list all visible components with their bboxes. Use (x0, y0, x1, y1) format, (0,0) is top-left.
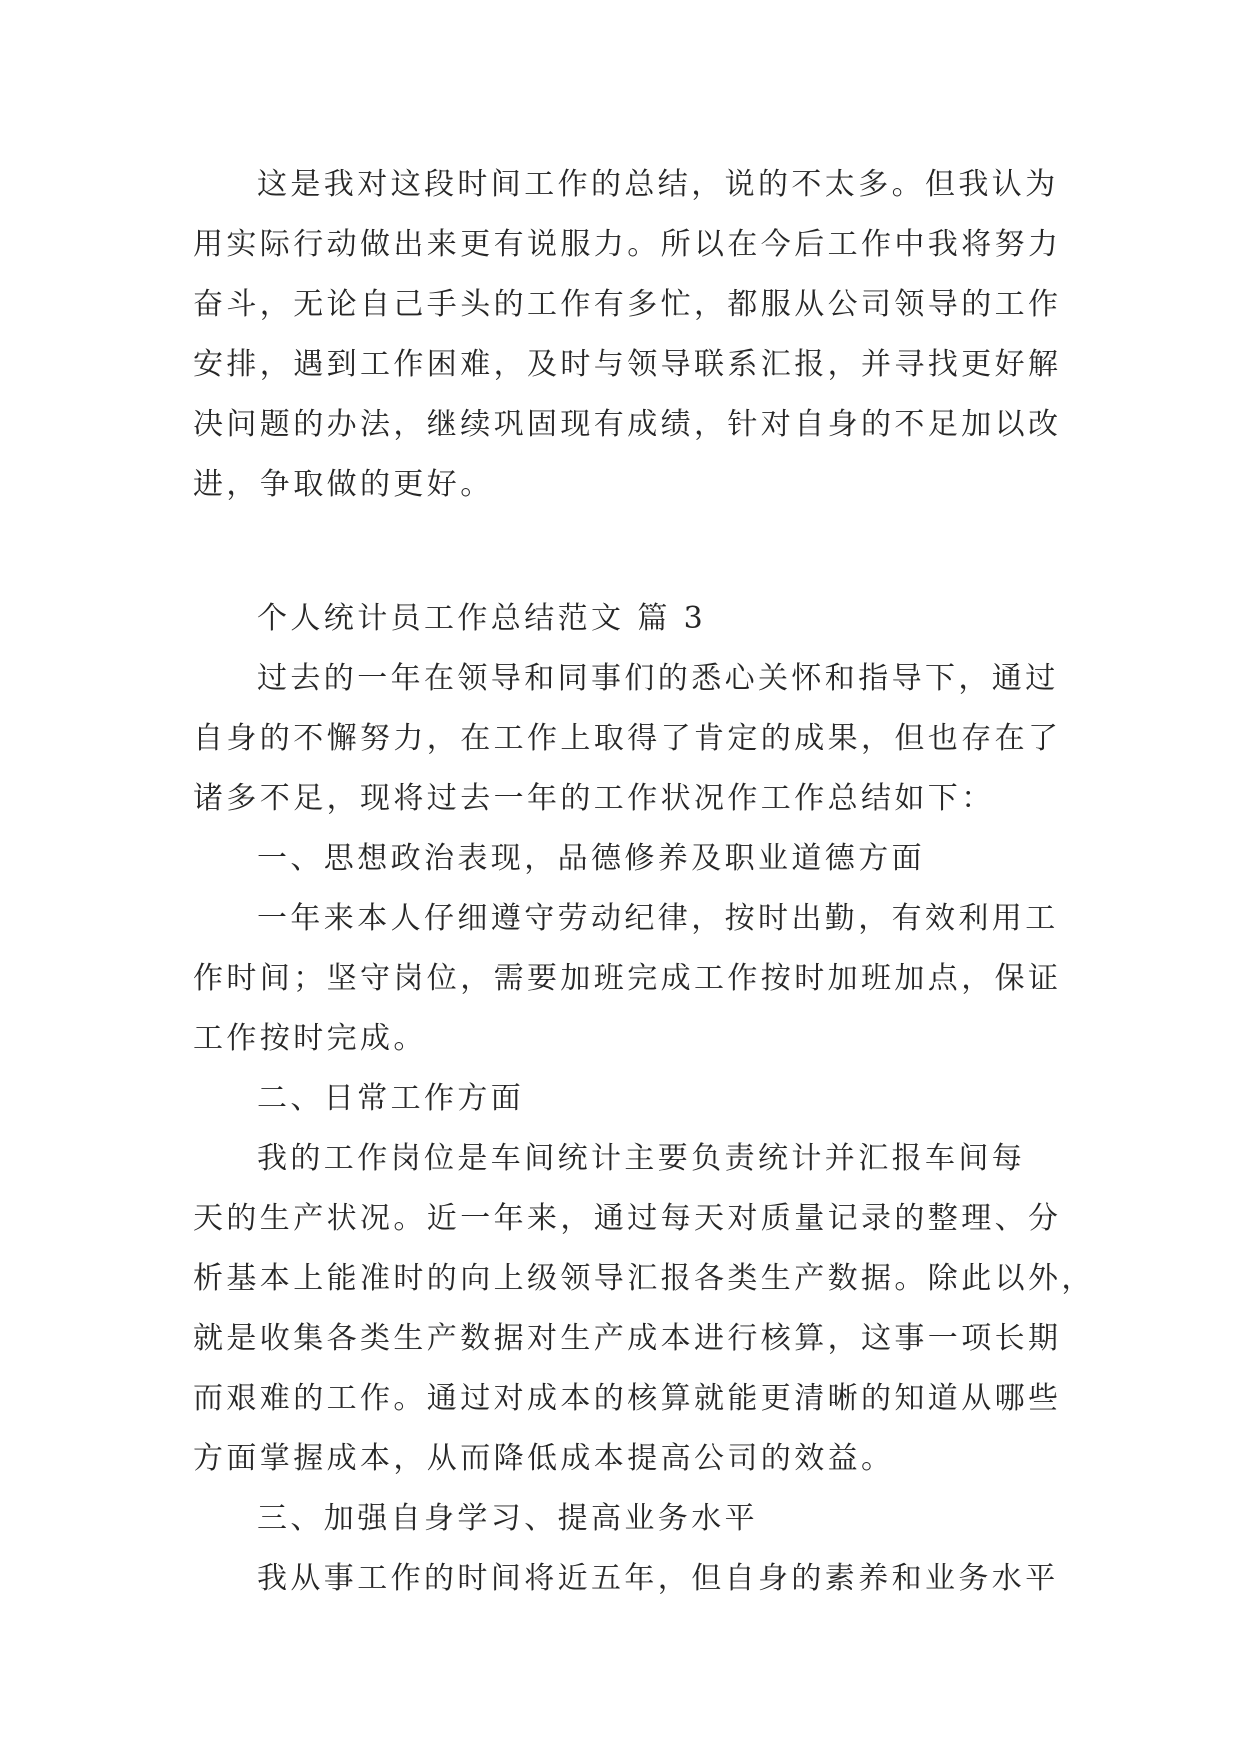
text-line: 工作按时完成。 (193, 1021, 427, 1056)
section-3-paragraph (193, 1549, 1059, 1609)
text-line: 决问题的办法，继续巩固现有成绩，针对自身的不足加以改 (193, 407, 1062, 442)
section-1-paragraph (193, 889, 1062, 1069)
text-line: 这是我对这段时间工作的总结，说的不太多。但我认为 (257, 167, 1059, 202)
text-line: 一年来本人仔细遵守劳动纪律，按时出勤，有效利用工 (257, 901, 1059, 936)
text-line: 诸多不足，现将过去一年的工作状况作工作总结如下： (193, 781, 995, 816)
text-line: 我从事工作的时间将近五年，但自身的素养和业务水平 (257, 1561, 1059, 1596)
text-line: 过去的一年在领导和同事们的悉心关怀和指导下，通过 (257, 661, 1059, 696)
section-2-heading: 二、日常工作方面 (257, 1081, 525, 1116)
text-line: 安排，遇到工作困难，及时与领导联系汇报，并寻找更好解 (193, 347, 1062, 382)
text-line: 奋斗，无论自己手头的工作有多忙，都服从公司领导的工作 (193, 287, 1062, 322)
paragraph-gap (193, 515, 1055, 589)
closing-paragraph (193, 155, 1062, 515)
document-body (193, 155, 1095, 1609)
text-line: 进，争取做的更好。 (193, 467, 494, 502)
text-line: 方面掌握成本，从而降低成本提高公司的效益。 (193, 1441, 895, 1476)
text-line: 我的工作岗位是车间统计主要负责统计并汇报车间每 (257, 1141, 1026, 1176)
section-1-heading: 一、思想政治表现，品德修养及职业道德方面 (257, 841, 925, 876)
text-line: 析基本上能准时的向上级领导汇报各类生产数据。除此以外， (193, 1261, 1095, 1296)
text-line: 自身的不懈努力，在工作上取得了肯定的成果，但也存在了 (193, 721, 1062, 756)
text-line: 作时间；坚守岗位，需要加班完成工作按时加班加点，保证 (193, 961, 1062, 996)
text-line: 而艰难的工作。通过对成本的核算就能更清晰的知道从哪些 (193, 1381, 1062, 1416)
text-line: 用实际行动做出来更有说服力。所以在今后工作中我将努力 (193, 227, 1062, 262)
section-3-heading: 三、加强自身学习、提高业务水平 (257, 1501, 758, 1536)
section-2-paragraph (193, 1129, 1095, 1489)
article-title: 个人统计员工作总结范文 篇 3 (257, 601, 707, 636)
text-line: 天的生产状况。近一年来，通过每天对质量记录的整理、分 (193, 1201, 1062, 1236)
text-line: 就是收集各类生产数据对生产成本进行核算，这事一项长期 (193, 1321, 1062, 1356)
intro-paragraph (193, 649, 1062, 829)
